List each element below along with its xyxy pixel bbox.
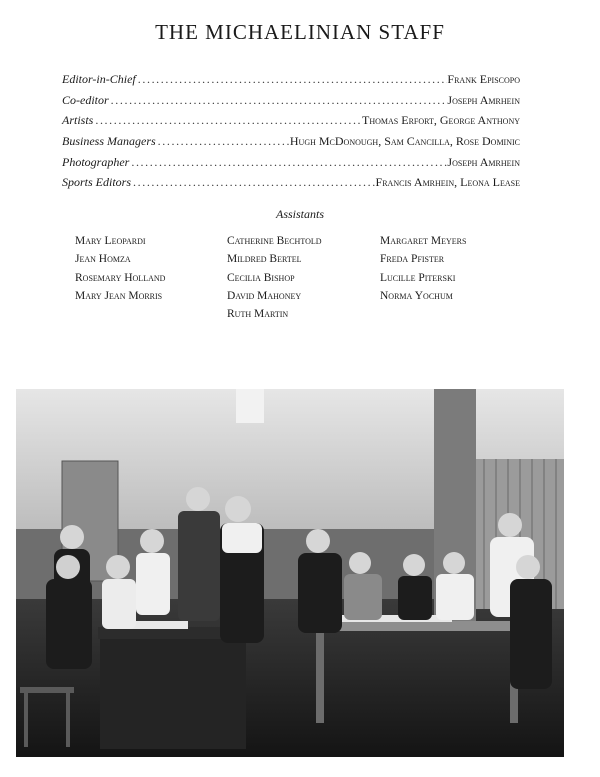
assistant-name: Margaret Meyers	[380, 235, 467, 247]
dot-leader	[109, 93, 448, 108]
staff-role: Artists	[62, 113, 94, 128]
staff-list	[62, 72, 520, 196]
assistant-name: Mary Jean Morris	[75, 289, 163, 302]
photo-desk-left	[100, 639, 246, 749]
assistant-name: Norma Yochum	[380, 289, 453, 302]
staff-row-artists	[62, 113, 520, 134]
staff-row-sports-editors	[62, 175, 520, 196]
assistant-name: Mildred Bertel	[227, 253, 302, 266]
assistant-name: Catherine Bechtold	[227, 235, 322, 247]
staff-role: Business Managers	[62, 134, 156, 149]
photo-chair	[20, 687, 74, 693]
assistants-column-3	[380, 235, 466, 308]
staff-role: Photographer	[62, 154, 130, 169]
assistant-name: Rosemary Holland	[75, 271, 166, 284]
assistant-name: Lucille Piterski	[380, 271, 456, 284]
assistants-column-1	[75, 235, 165, 308]
assistant-name: Ruth Martin	[227, 308, 289, 321]
staff-role: Sports Editors	[62, 175, 132, 190]
staff-names: Joseph Amrhein	[447, 154, 520, 169]
staff-row-editor-in-chief	[62, 72, 520, 93]
assistant-name: David Mahoney	[227, 289, 302, 302]
staff-role: Co-editor	[62, 92, 109, 107]
photo-table-right-top	[312, 621, 522, 631]
photo-lamp	[236, 389, 264, 423]
staff-row-co-editor	[62, 93, 520, 114]
dot-leader	[131, 175, 376, 190]
page-title: THE MICHAELINIAN STAFF	[155, 20, 445, 44]
assistant-name: Jean Homza	[75, 253, 131, 266]
dot-leader	[156, 134, 290, 149]
staff-names: Thomas Erfort, George Anthony	[362, 113, 520, 128]
assistants-column-2	[227, 235, 322, 326]
staff-names: Joseph Amrhein	[447, 92, 520, 107]
assistants-heading: Assistants	[275, 207, 324, 221]
staff-row-photographer	[62, 155, 520, 176]
assistant-name: Mary Leopardi	[75, 235, 146, 247]
staff-group-photo	[16, 389, 564, 757]
photo-illustration	[16, 389, 564, 757]
staff-role: Editor-in-Chief	[62, 72, 136, 86]
dot-leader	[93, 113, 362, 128]
staff-names: Frank Episcopo	[447, 72, 520, 86]
staff-row-business-managers	[62, 134, 520, 155]
dot-leader	[129, 155, 447, 170]
staff-names: Francis Amrhein, Leona Lease	[375, 175, 520, 190]
dot-leader	[136, 72, 448, 87]
assistant-name: Cecilia Bishop	[227, 271, 295, 284]
assistant-name: Freda Pfister	[380, 253, 445, 266]
staff-names: Hugh McDonough, Sam Cancilla, Rose Dominic	[289, 134, 520, 149]
